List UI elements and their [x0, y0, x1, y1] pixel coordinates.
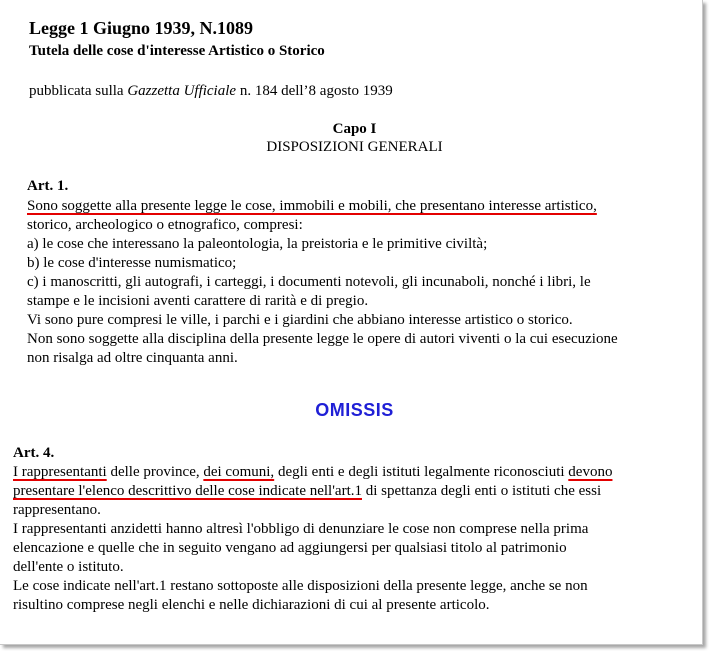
capo-title: DISPOSIZIONI GENERALI	[266, 139, 443, 155]
art4-text: di spettanza degli enti o istituti che essi	[362, 483, 602, 499]
art4-line5: elencazione e quelle che in seguito vengano ad aggiungersi per qualsiasi titolo al patrimonio	[13, 540, 567, 556]
art4-text: delle province,	[106, 464, 204, 480]
art4-line1	[13, 463, 612, 482]
art1-line1: Sono soggette alla presente legge le cose, immobili e mobili, che presentano interesse artistico,	[27, 198, 597, 214]
art1-line8: Non sono soggette alla disciplina della presente legge le opere di autori viventi o la cui esecuzione	[27, 331, 618, 347]
art4-underline-rappresentanti: I rappresentanti	[13, 464, 107, 480]
art4-line6: dell'ente o istituto.	[13, 559, 124, 575]
omissis-label: OMISSIS	[315, 400, 394, 420]
art1-line4: b) le cose d'interesse numismatico;	[27, 255, 237, 271]
art1-line5: c) i manoscritti, gli autografi, i carteggi, i documenti notevoli, gli incunaboli, nonché i libri, le	[27, 274, 591, 290]
art1-heading: Art. 1.	[27, 178, 69, 194]
gazette-name: Gazzetta Ufficiale	[127, 83, 237, 99]
publication-suffix: n. 184 dell’8 agosto 1939	[236, 83, 393, 99]
art1-line9: non risalga ad oltre cinquanta anni.	[27, 350, 238, 366]
art1-line7: Vi sono pure compresi le ville, i parchi e i giardini che abbiano interesse artistico o storico.	[27, 312, 573, 328]
art4-line4: I rappresentanti anzidetti hanno altresì l'obbligo di denunziare le cose non comprese nella prima	[13, 521, 589, 537]
art4-underline-presentare: presentare l'elenco descrittivo delle cose indicate nell'art.1	[13, 483, 362, 499]
capo-heading: Capo I	[332, 121, 377, 137]
art1-line6: stampe e le incisioni aventi carattere di rarità e di pregio.	[27, 293, 369, 309]
art4-line2	[13, 482, 612, 501]
art4-body	[13, 463, 612, 615]
art4-underline-comuni: dei comuni,	[203, 464, 275, 480]
art4-underline-devono: devono	[568, 464, 613, 480]
art1-line3: a) le cose che interessano la paleontologia, la preistoria e le primitive civiltà;	[27, 236, 488, 252]
art1-line2: storico, archeologico o etnografico, compresi:	[27, 217, 303, 233]
art4-line7: Le cose indicate nell'art.1 restano sottoposte alle disposizioni della presente legge, anche se non	[13, 578, 588, 594]
publication-note	[29, 82, 393, 100]
art4-line8: risultino comprese negli elenchi e nelle dichiarazioni di cui al presente articolo.	[13, 597, 490, 613]
art4-text: degli enti e degli istituti legalmente riconosciuti	[274, 464, 569, 480]
art4-line3: rappresentano.	[13, 502, 101, 518]
law-subtitle: Tutela delle cose d'interesse Artistico o Storico	[29, 43, 325, 59]
art4-heading: Art. 4.	[13, 445, 55, 461]
art1-body	[27, 197, 618, 368]
law-title: Legge 1 Giugno 1939, N.1089	[29, 18, 254, 38]
publication-prefix: pubblicata sulla	[29, 83, 128, 99]
